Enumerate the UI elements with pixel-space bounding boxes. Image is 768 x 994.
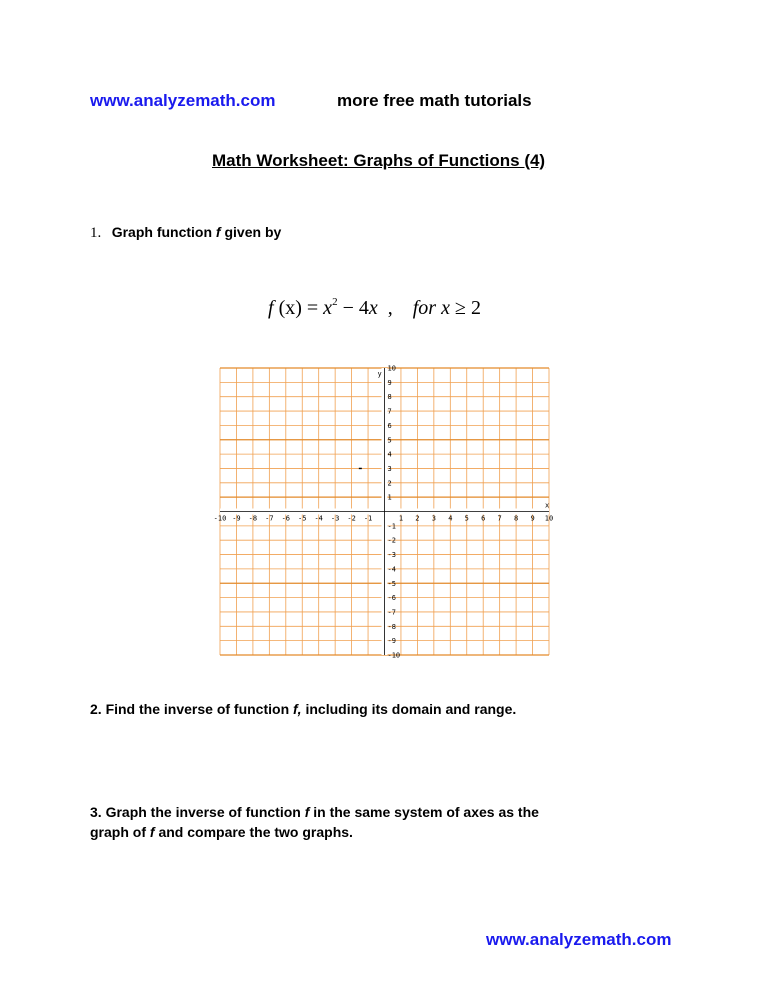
x-tick-label: 10 <box>544 514 554 523</box>
y-tick-label: 2 <box>387 479 392 488</box>
y-tick-label: 9 <box>387 378 392 387</box>
x-tick-label: -1 <box>363 514 373 523</box>
x-tick-label: -5 <box>298 514 307 523</box>
x-tick-label: 6 <box>481 514 486 523</box>
question-3 <box>90 802 539 842</box>
y-tick-label: 5 <box>387 436 392 445</box>
y-tick-label: 8 <box>387 393 392 402</box>
y-tick-label: -8 <box>387 622 396 631</box>
y-tick-label: 7 <box>387 407 392 416</box>
question-1-text: Graph function f given by <box>111 224 282 240</box>
footer-site-link[interactable]: www.analyzemath.com <box>486 930 672 949</box>
y-tick-label: -6 <box>387 594 396 603</box>
x-tick-label: -10 <box>213 514 227 523</box>
x-tick-label: 9 <box>530 514 535 523</box>
x-tick-label: -6 <box>281 514 291 523</box>
y-axis-label: y <box>377 370 382 378</box>
question-1 <box>90 224 281 242</box>
y-tick-label: -7 <box>387 608 396 617</box>
x-tick-label: 8 <box>513 514 519 523</box>
x-tick-label: -2 <box>347 514 356 523</box>
y-tick-label: 10 <box>387 364 396 373</box>
x-tick-label: 3 <box>431 514 436 523</box>
y-tick-label: 3 <box>387 464 392 473</box>
x-tick-label: -4 <box>314 514 323 523</box>
question-2: 2. Find the inverse of function f, including its domain and range. <box>90 701 517 717</box>
question-3-line-1: 3. Graph the inverse of function f in the same system of axes as the <box>90 804 539 820</box>
question-1-number: 1. <box>90 225 102 241</box>
x-tick-label: -7 <box>265 514 274 523</box>
x-axis-label: x <box>545 501 550 510</box>
y-tick-label: -10 <box>387 651 401 660</box>
y-tick-label: 6 <box>387 421 392 430</box>
y-tick-label: -3 <box>387 551 396 560</box>
x-tick-label: 4 <box>448 514 453 523</box>
x-tick-label: -9 <box>232 514 241 523</box>
x-tick-label: -3 <box>330 514 340 523</box>
question-3-line-2: graph of f and compare the two graphs. <box>90 824 353 840</box>
y-tick-label: -4 <box>387 565 396 574</box>
x-tick-label: 7 <box>497 514 502 523</box>
header-tagline: more free math tutorials <box>337 91 532 110</box>
x-tick-label: -8 <box>248 514 258 523</box>
coordinate-grid <box>208 360 560 664</box>
y-tick-label: 4 <box>387 450 392 459</box>
header-site-link[interactable]: www.analyzemath.com <box>90 91 276 110</box>
x-tick-label: 5 <box>464 514 469 523</box>
worksheet-title: Math Worksheet: Graphs of Functions (4) <box>212 151 546 170</box>
y-tick-label: -9 <box>387 637 396 646</box>
stray-mark <box>359 468 362 469</box>
x-tick-label: 2 <box>415 514 420 523</box>
x-tick-label: 1 <box>398 514 404 523</box>
y-tick-label: -5 <box>387 579 396 588</box>
y-tick-label: -1 <box>387 522 396 531</box>
y-tick-label: -2 <box>387 536 396 545</box>
function-formula: f $(x) = x^2 - 4x$ , for x ≥ 2 <box>268 296 481 319</box>
y-tick-label: 1 <box>387 493 392 502</box>
